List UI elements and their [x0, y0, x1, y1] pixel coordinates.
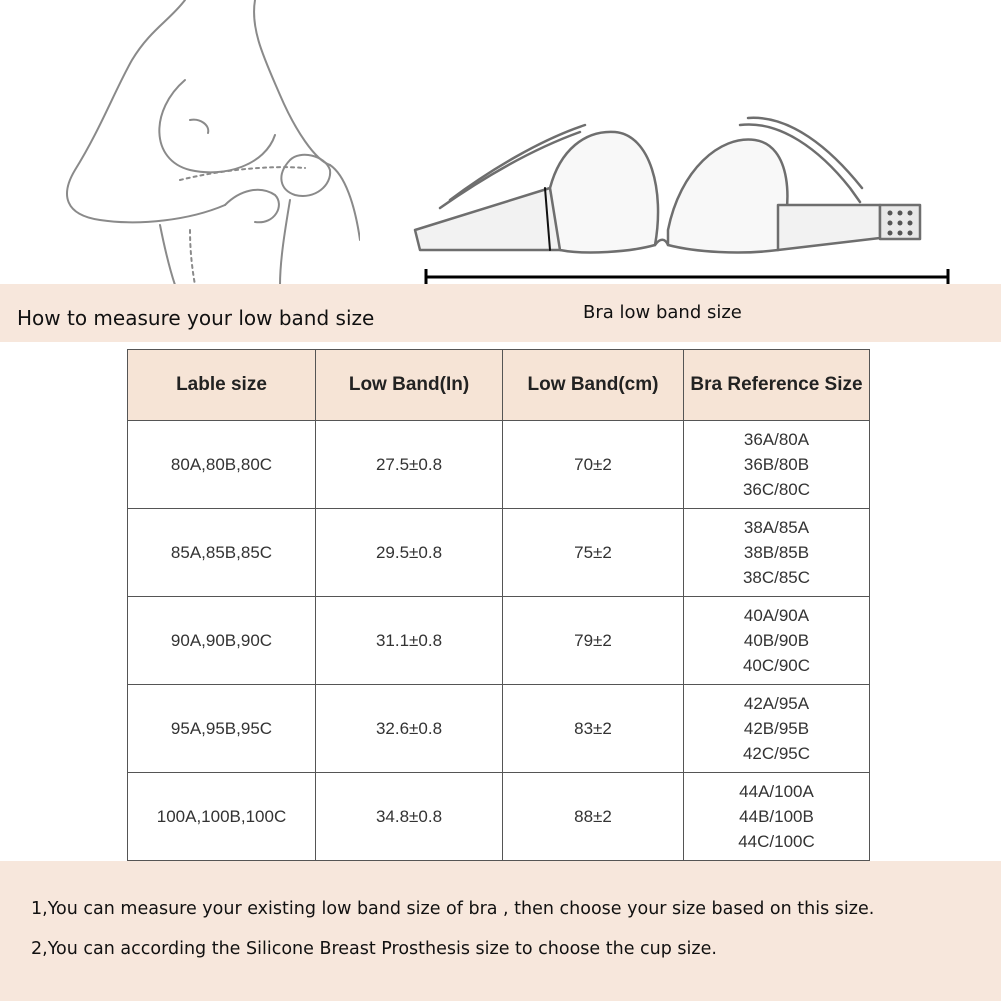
reference-size-cell — [684, 509, 870, 597]
reference-size: 44B/100B — [739, 807, 814, 826]
reference-size: 38A/85A — [743, 518, 810, 537]
reference-size: 42C/95C — [742, 744, 811, 763]
band-inch-cell: 34.8±0.8 — [316, 773, 503, 861]
reference-size: 44C/100C — [738, 832, 815, 851]
band-cm-cell: 70±2 — [503, 421, 684, 509]
reference-size: 36A/80A — [743, 430, 810, 449]
band-inch-cell: 29.5±0.8 — [316, 509, 503, 597]
caption-band — [0, 284, 1001, 342]
table-row — [128, 509, 870, 597]
label-size-cell: 80A,80B,80C — [128, 421, 316, 509]
reference-size: 38C/85C — [742, 568, 811, 587]
column-header: Low Band(In) — [316, 350, 503, 421]
reference-size: 40A/90A — [743, 606, 810, 625]
reference-size-cell — [684, 597, 870, 685]
label-size-cell: 90A,90B,90C — [128, 597, 316, 685]
table-header-row — [128, 350, 870, 421]
reference-size-cell — [684, 421, 870, 509]
reference-size: 42A/95A — [743, 694, 810, 713]
reference-size-cell — [684, 685, 870, 773]
band-cm-cell: 79±2 — [503, 597, 684, 685]
band-cm-cell: 75±2 — [503, 509, 684, 597]
reference-size: 36B/80B — [743, 455, 810, 474]
column-header: Low Band(cm) — [503, 350, 684, 421]
reference-size: 44A/100A — [739, 782, 814, 801]
note-measure-existing: 1,You can measure your existing low band size of bra , then choose your size based on this size. — [31, 899, 875, 919]
note-cup-size: 2,You can according the Silicone Breast Prosthesis size to choose the cup size. — [31, 939, 717, 959]
column-header: Bra Reference Size — [684, 350, 870, 421]
bra-diagram-illustration — [410, 110, 970, 290]
reference-size: 42B/95B — [743, 719, 810, 738]
table-row — [128, 421, 870, 509]
band-inch-cell: 31.1±0.8 — [316, 597, 503, 685]
label-size-cell: 95A,95B,95C — [128, 685, 316, 773]
size-chart-table — [127, 349, 870, 861]
band-inch-cell: 27.5±0.8 — [316, 421, 503, 509]
reference-size: 40C/90C — [742, 656, 811, 675]
label-size-cell: 100A,100B,100C — [128, 773, 316, 861]
band-cm-cell: 88±2 — [503, 773, 684, 861]
reference-size-cell — [684, 773, 870, 861]
table-row — [128, 773, 870, 861]
reference-size: 40B/90B — [743, 631, 810, 650]
reference-size: 38B/85B — [743, 543, 810, 562]
notes-band — [0, 861, 1001, 1001]
band-inch-cell: 32.6±0.8 — [316, 685, 503, 773]
band-size-caption: Bra low band size — [583, 302, 742, 323]
table-row — [128, 685, 870, 773]
table-row — [128, 597, 870, 685]
band-cm-cell: 83±2 — [503, 685, 684, 773]
reference-size: 36C/80C — [742, 480, 811, 499]
measuring-figure-illustration — [40, 0, 360, 285]
column-header: Lable size — [128, 350, 316, 421]
label-size-cell: 85A,85B,85C — [128, 509, 316, 597]
measure-instruction-caption: How to measure your low band size — [17, 306, 375, 330]
